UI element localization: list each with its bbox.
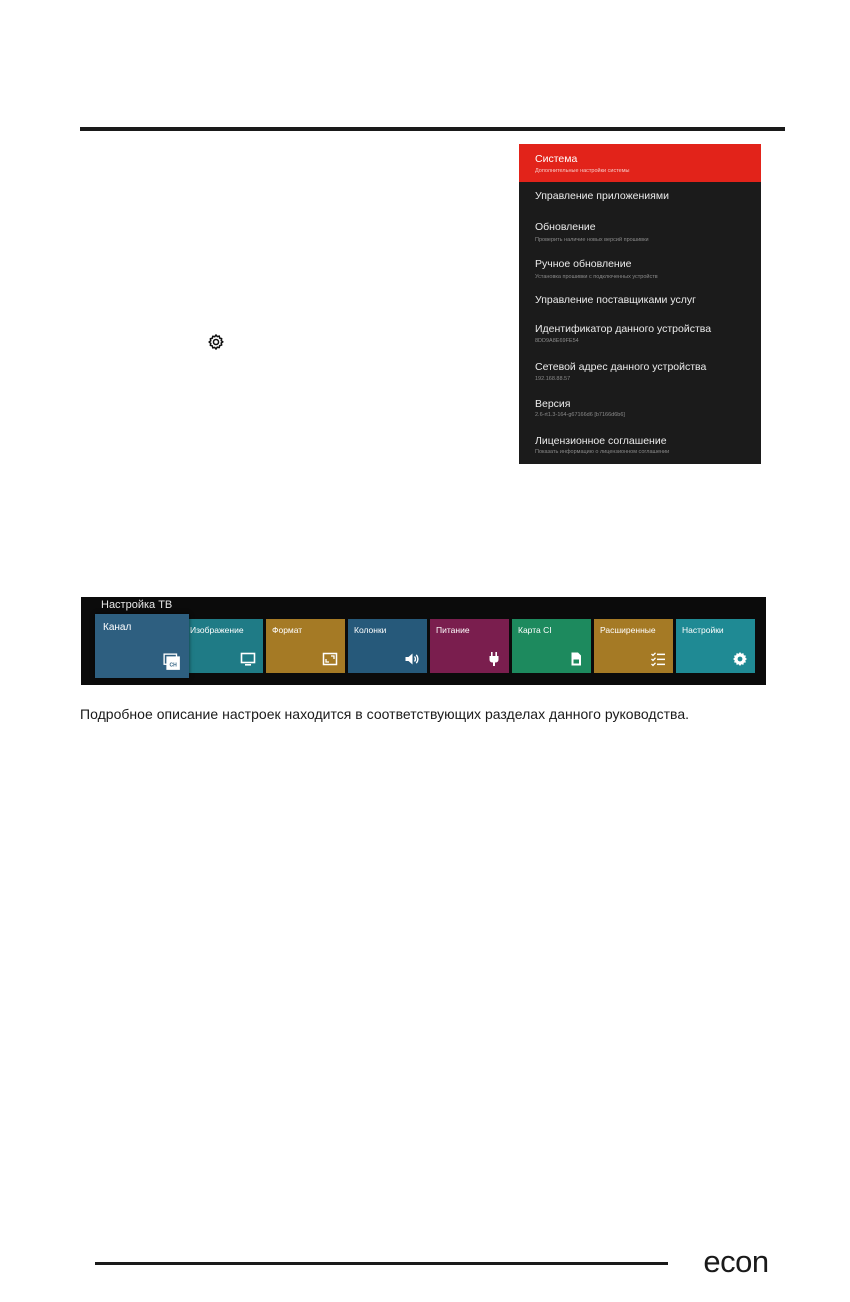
- gear-icon: [732, 651, 748, 667]
- tile-power[interactable]: [430, 619, 509, 673]
- top-divider: [80, 127, 785, 131]
- menu-item-title: Лицензионное соглашение: [535, 435, 667, 447]
- gear-icon: [207, 333, 225, 351]
- tile-picture[interactable]: [184, 619, 263, 673]
- svg-text:CH: CH: [169, 662, 177, 669]
- econ-logo: [690, 1245, 782, 1279]
- tile-advanced[interactable]: [594, 619, 673, 673]
- menu-item-version[interactable]: [519, 398, 761, 434]
- menu-item-manual-update[interactable]: [519, 254, 761, 292]
- ci-card-icon: [568, 651, 584, 667]
- tile-label: Карта CI: [518, 625, 552, 635]
- tile-ci-card[interactable]: [512, 619, 591, 673]
- tile-label: Расширенные: [600, 625, 656, 635]
- menu-item-system[interactable]: [519, 144, 761, 182]
- svg-text:econ: econ: [703, 1245, 769, 1279]
- menu-item-subtitle: 2.6-rt1.3-164-g67166d6 [b7166d6b6]: [535, 412, 625, 418]
- menu-item-subtitle: Проверить наличие новых версий прошивки: [535, 237, 649, 243]
- tile-label: Питание: [436, 625, 470, 635]
- menu-item-subtitle: 192.168.88.57: [535, 376, 571, 382]
- tile-label: Канал: [103, 622, 132, 633]
- tv-settings-bar: [81, 597, 766, 685]
- speaker-icon: [404, 651, 420, 667]
- tile-label: Формат: [272, 625, 303, 635]
- menu-item-title: Управление поставщиками услуг: [535, 294, 696, 306]
- tv-settings-title: Настройка ТВ: [101, 599, 173, 611]
- tile-label: Настройки: [682, 625, 724, 635]
- menu-item-title: Система: [535, 153, 578, 165]
- menu-item-service-providers[interactable]: [519, 292, 761, 322]
- menu-item-title: Управление приложениями: [535, 190, 669, 202]
- tile-settings[interactable]: [676, 619, 755, 673]
- tile-label: Изображение: [190, 625, 244, 635]
- menu-item-subtitle: 8DD9A8E69FE54: [535, 338, 579, 344]
- description-text: Подробное описание настроек находится в соответствующих разделах данного руководства.: [80, 706, 690, 722]
- menu-item-title: Сетевой адрес данного устройства: [535, 361, 707, 373]
- tile-format[interactable]: [266, 619, 345, 673]
- checklist-icon: [650, 651, 666, 667]
- channel-list-icon: [163, 653, 181, 671]
- power-plug-icon: [486, 651, 502, 667]
- bottom-divider: [95, 1262, 668, 1265]
- menu-item-title: Версия: [535, 398, 571, 410]
- tile-speakers[interactable]: [348, 619, 427, 673]
- menu-item-title: Идентификатор данного устройства: [535, 323, 712, 335]
- menu-item-update[interactable]: [519, 218, 761, 254]
- menu-item-device-id[interactable]: [519, 322, 761, 360]
- tile-channel[interactable]: [95, 614, 189, 678]
- menu-item-subtitle: Установка прошивки с подключенных устройств: [535, 274, 658, 280]
- menu-item-title: Ручное обновление: [535, 258, 632, 270]
- monitor-icon: [240, 651, 256, 667]
- menu-item-network-address[interactable]: [519, 360, 761, 398]
- menu-item-license[interactable]: [519, 434, 761, 464]
- tile-label: Колонки: [354, 625, 387, 635]
- aspect-ratio-icon: [322, 651, 338, 667]
- menu-item-title: Обновление: [535, 221, 596, 233]
- menu-item-subtitle: Показать информацию о лицензионном соглашении: [535, 449, 670, 455]
- menu-item-subtitle: Дополнительные настройки системы: [535, 168, 630, 174]
- system-settings-menu: [519, 144, 761, 464]
- menu-item-app-management[interactable]: [519, 182, 761, 218]
